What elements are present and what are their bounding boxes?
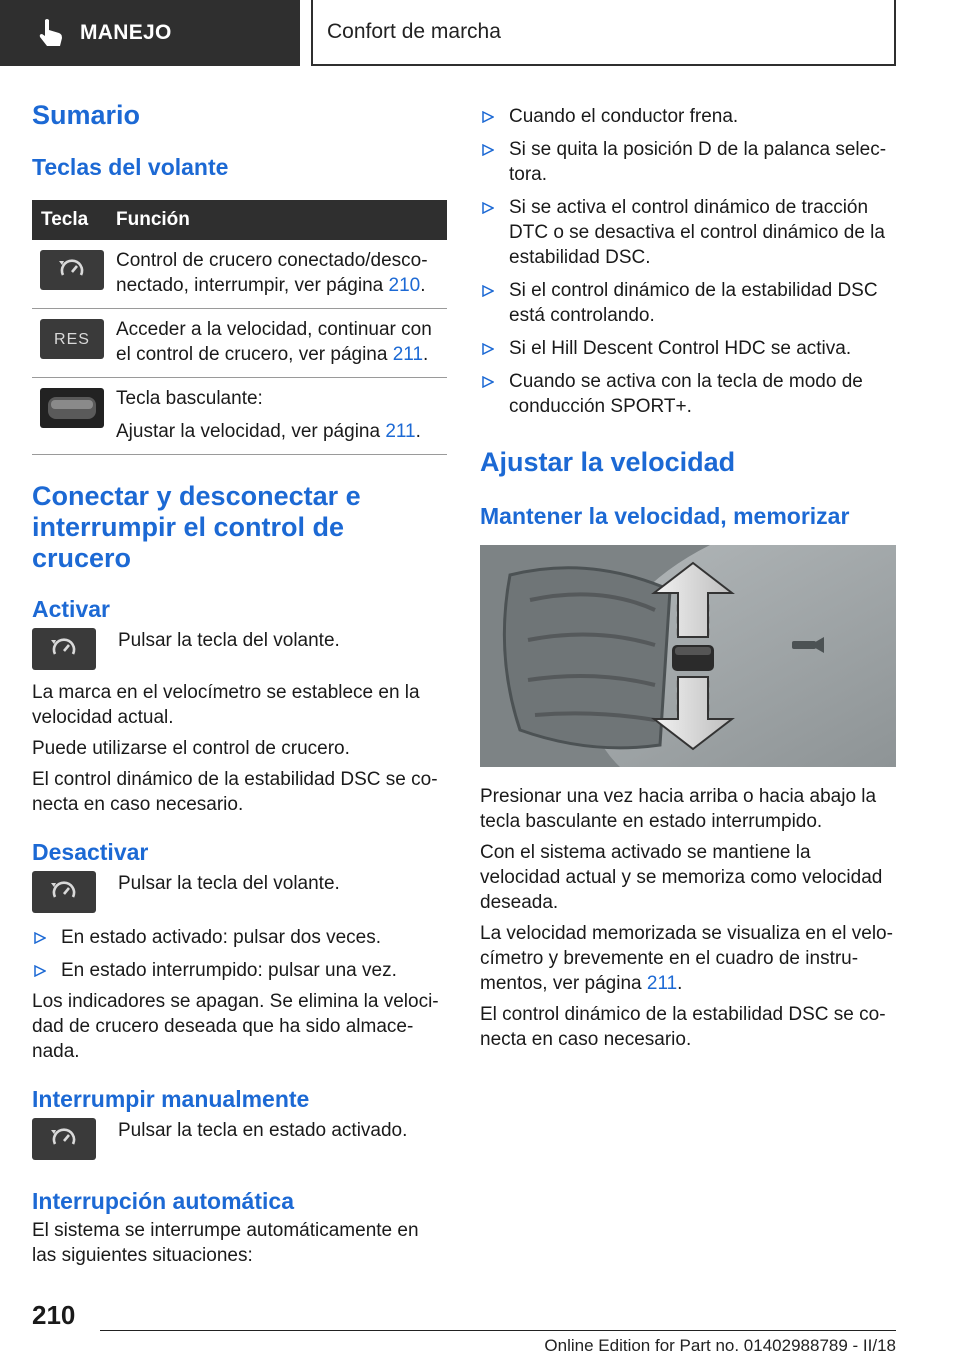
triangle-bullet-icon bbox=[34, 965, 46, 977]
list-item bbox=[32, 925, 447, 950]
row-text: Ajustar la velocidad, ver página bbox=[116, 421, 386, 442]
res-icon bbox=[40, 319, 104, 359]
cruise-control-icon bbox=[32, 628, 96, 670]
list-item-text: Si se activa el control dinámico de tracción DTC o se desactiva el control dinámico de la estabilidad DSC. bbox=[509, 197, 885, 268]
list-item bbox=[480, 278, 896, 328]
list-item bbox=[480, 369, 896, 419]
title-conectar: Conectar y desconectar e interrumpir el control de crucero bbox=[32, 481, 361, 573]
page-number: 210 bbox=[32, 1300, 76, 1330]
col-header-function: Función bbox=[108, 200, 447, 240]
triangle-bullet-icon bbox=[482, 202, 494, 214]
title-interrumpir-manual: Interrumpir manualmente bbox=[32, 1086, 310, 1112]
right-column bbox=[480, 104, 896, 1052]
title-activar: Activar bbox=[32, 596, 110, 622]
paragraph-end: . bbox=[677, 973, 683, 994]
paragraph-text: La velocidad memorizada se visualiza en el velo-címetro y brevemente en el cuadro de instru-mentos, ver página bbox=[480, 923, 893, 994]
triangle-bullet-icon bbox=[482, 111, 494, 123]
page-link[interactable]: 211 bbox=[392, 344, 424, 365]
paragraph: Con el sistema activado se mantiene la velocidad actual y se memoriza como velocidad deseada. bbox=[480, 842, 883, 913]
hand-steering-icon bbox=[38, 18, 64, 48]
left-column bbox=[32, 98, 447, 1268]
paragraph: El sistema se interrumpe automáticamente en las siguientes situaciones: bbox=[32, 1220, 419, 1266]
paragraph: Puede utilizarse el control de crucero. bbox=[32, 738, 350, 759]
key-instruction: Pulsar la tecla del volante. bbox=[118, 630, 340, 651]
list-item-text: Cuando se activa con la tecla de modo de conducción SPORT+. bbox=[509, 371, 863, 417]
steering-wheel-photo bbox=[480, 545, 896, 767]
section-name: MANEJO bbox=[80, 21, 172, 44]
row-text-end: . bbox=[415, 421, 421, 442]
title-ajustar: Ajustar la velocidad bbox=[480, 447, 736, 477]
footer-divider bbox=[100, 1330, 896, 1331]
paragraph: Presionar una vez hacia arriba o hacia abajo la tecla basculante en estado interrumpido. bbox=[480, 786, 877, 832]
rocker-icon bbox=[40, 388, 104, 428]
key-row bbox=[32, 1118, 447, 1160]
row-text: Control de crucero conectado/desco-nectado, interrumpir, ver página bbox=[116, 250, 428, 296]
list-item bbox=[32, 958, 447, 983]
key-row bbox=[32, 871, 447, 913]
page-link[interactable]: 211 bbox=[385, 421, 416, 442]
key-row bbox=[32, 628, 447, 670]
chapter-name: Confort de marcha bbox=[327, 20, 501, 43]
list-item bbox=[480, 137, 896, 187]
title-sumario: Sumario bbox=[32, 100, 141, 130]
cruise-control-icon bbox=[32, 871, 96, 913]
title-desactivar: Desactivar bbox=[32, 839, 149, 865]
list-item bbox=[480, 104, 896, 129]
res-label: RES bbox=[54, 330, 90, 348]
list-item bbox=[480, 336, 896, 361]
list-item-text: En estado activado: pulsar dos veces. bbox=[61, 927, 382, 948]
paragraph: Los indicadores se apagan. Se elimina la veloci-dad de crucero deseada que ha sido almace-nada. bbox=[32, 991, 439, 1062]
paragraph: El control dinámico de la estabilidad DSC se co-necta en caso necesario. bbox=[480, 1004, 886, 1050]
key-instruction: Pulsar la tecla del volante. bbox=[118, 873, 340, 894]
triangle-bullet-icon bbox=[482, 285, 494, 297]
list-item-text: En estado interrumpido: pulsar una vez. bbox=[61, 960, 397, 981]
keys-table bbox=[32, 200, 447, 455]
table-row bbox=[32, 378, 447, 455]
list-item-text: Si se quita la posición D de la palanca selec-tora. bbox=[509, 139, 887, 185]
row-line1: Tecla basculante: bbox=[116, 388, 263, 409]
page-link[interactable]: 211 bbox=[646, 973, 678, 994]
section-tab bbox=[0, 0, 300, 66]
triangle-bullet-icon bbox=[482, 144, 494, 156]
triangle-bullet-icon bbox=[482, 376, 494, 388]
list-item bbox=[480, 195, 896, 270]
row-text: Acceder a la velocidad, continuar con el control de crucero, ver página bbox=[116, 319, 432, 365]
key-instruction: Pulsar la tecla en estado activado. bbox=[118, 1120, 408, 1141]
list-item-text: Si el control dinámico de la estabilidad DSC está controlando. bbox=[509, 280, 878, 326]
subtitle-mantener: Mantener la velocidad, memorizar bbox=[480, 503, 850, 529]
page-link[interactable]: 210 bbox=[388, 275, 421, 296]
list-item-text: Cuando el conductor frena. bbox=[509, 106, 739, 127]
triangle-bullet-icon bbox=[482, 343, 494, 355]
list-item-text: Si el Hill Descent Control HDC se activa. bbox=[509, 338, 852, 359]
subtitle-teclas: Teclas del volante bbox=[32, 154, 229, 180]
paragraph bbox=[480, 921, 896, 996]
edition-footer: Online Edition for Part no. 01402988789 - II/18 bbox=[544, 1336, 896, 1355]
paragraph: El control dinámico de la estabilidad DSC se co-necta en caso necesario. bbox=[32, 769, 438, 815]
paragraph: La marca en el velocímetro se establece en la velocidad actual. bbox=[32, 682, 420, 728]
table-row bbox=[32, 240, 447, 309]
cruise-control-icon bbox=[32, 1118, 96, 1160]
table-row bbox=[32, 309, 447, 378]
row-text-end: . bbox=[420, 275, 426, 296]
triangle-bullet-icon bbox=[34, 932, 46, 944]
row-text-end: . bbox=[423, 344, 429, 365]
title-interrupcion-auto: Interrupción automática bbox=[32, 1188, 294, 1214]
cruise-control-icon bbox=[40, 250, 104, 290]
col-header-key: Tecla bbox=[32, 200, 108, 240]
chapter-header bbox=[311, 0, 896, 66]
